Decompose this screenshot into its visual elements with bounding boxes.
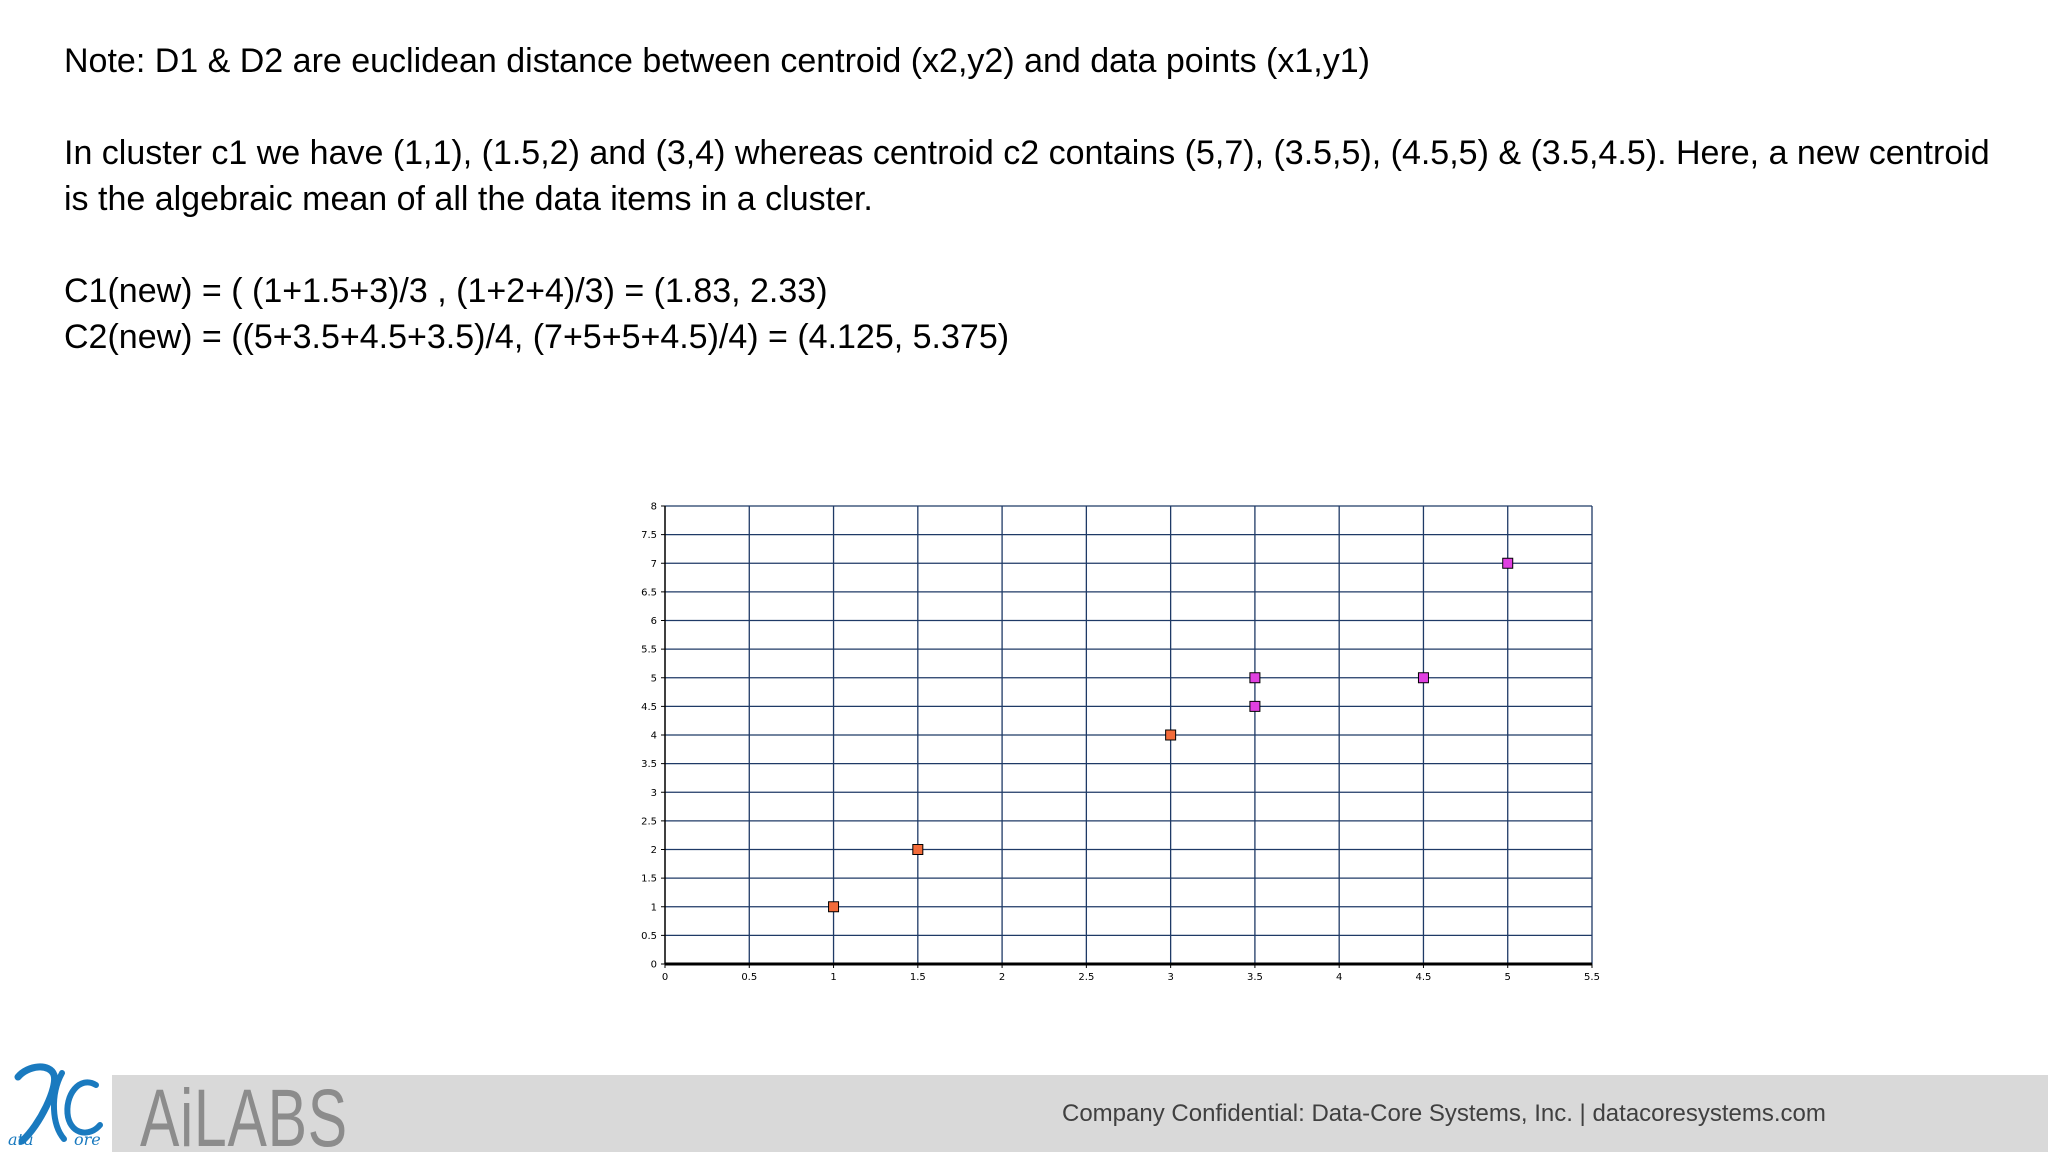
y-tick-label-5: 2.5 — [641, 816, 657, 828]
y-tick-label-2: 1 — [650, 902, 657, 914]
c2-equation: C2(new) = ((5+3.5+4.5+3.5)/4, (7+5+5+4.5)/4) = (4.125, 5.375) — [64, 318, 1010, 356]
x-tick-label-11: 5.5 — [1584, 972, 1600, 983]
x-tick-label-4: 2 — [998, 972, 1006, 983]
x-tick-label-3: 1.5 — [909, 972, 926, 983]
c1-equation: C1(new) = ( (1+1.5+3)/3 , (1+2+4)/3) = (1.83, 2.33) — [64, 272, 828, 310]
x-tick-label-6: 3 — [1167, 972, 1174, 983]
data-point-s2-4 — [1250, 701, 1260, 711]
y-tick-label-1: 0.5 — [641, 930, 657, 942]
y-tick-label-11: 5.5 — [641, 644, 657, 656]
footer-confidential-text: Company Confidential: Data-Core Systems, Inc. | datacoresystems.com — [1062, 1100, 1826, 1127]
x-tick-label-5: 2.5 — [1078, 972, 1095, 983]
y-tick-label-14: 7 — [650, 558, 657, 570]
x-tick-label-0: 0 — [661, 972, 669, 983]
data-point-s2-1 — [1503, 558, 1513, 568]
y-tick-label-4: 2 — [650, 845, 657, 856]
y-tick-label-9: 4.5 — [641, 701, 657, 713]
y-tick-label-12: 6 — [650, 616, 657, 627]
y-tick-label-8: 4 — [650, 730, 657, 742]
x-tick-label-8: 4 — [1335, 972, 1343, 983]
svg-text:ore: ore — [74, 1130, 101, 1149]
data-point-s1-2 — [913, 845, 923, 855]
x-tick-label-10: 5 — [1504, 972, 1511, 983]
y-tick-label-0: 0 — [650, 959, 657, 971]
y-tick-label-3: 1.5 — [641, 873, 657, 885]
y-tick-label-13: 6.5 — [641, 587, 657, 599]
y-tick-label-7: 3.5 — [641, 759, 657, 771]
chart-grid — [665, 506, 1592, 964]
x-tick-label-9: 4.5 — [1415, 972, 1432, 983]
data-point-s2-2 — [1250, 673, 1260, 683]
y-tick-label-15: 7.5 — [641, 530, 657, 542]
svg-text:ata: ata — [8, 1130, 34, 1149]
y-tick-label-16: 8 — [650, 501, 657, 513]
x-tick-label-2: 1 — [830, 972, 837, 983]
chart-ticks — [641, 502, 1600, 984]
data-point-s2-3 — [1418, 673, 1428, 683]
data-point-s1-3 — [1166, 730, 1176, 740]
note-text: Note: D1 & D2 are euclidean distance between centroid (x2,y2) and data points (x1,y1) — [64, 42, 1370, 80]
data-point-s1-1 — [829, 902, 839, 912]
x-tick-label-1: 0.5 — [741, 972, 758, 983]
cluster-paragraph: In cluster c1 we have (1,1), (1.5,2) and (3,4) whereas centroid c2 contains (5,7), (3.5,5), (4.5,5) & (3.5,4.5). Here, a new centroid is the algebraic mean of all the data items in a cluster. — [64, 134, 1990, 218]
y-tick-label-6: 3 — [650, 787, 657, 799]
scatter-chart — [610, 495, 1610, 995]
ailabs-logo: AiLABS — [140, 1073, 348, 1164]
datacore-logo — [0, 1055, 112, 1152]
y-tick-label-10: 5 — [650, 673, 657, 685]
x-tick-label-7: 3.5 — [1246, 972, 1263, 983]
